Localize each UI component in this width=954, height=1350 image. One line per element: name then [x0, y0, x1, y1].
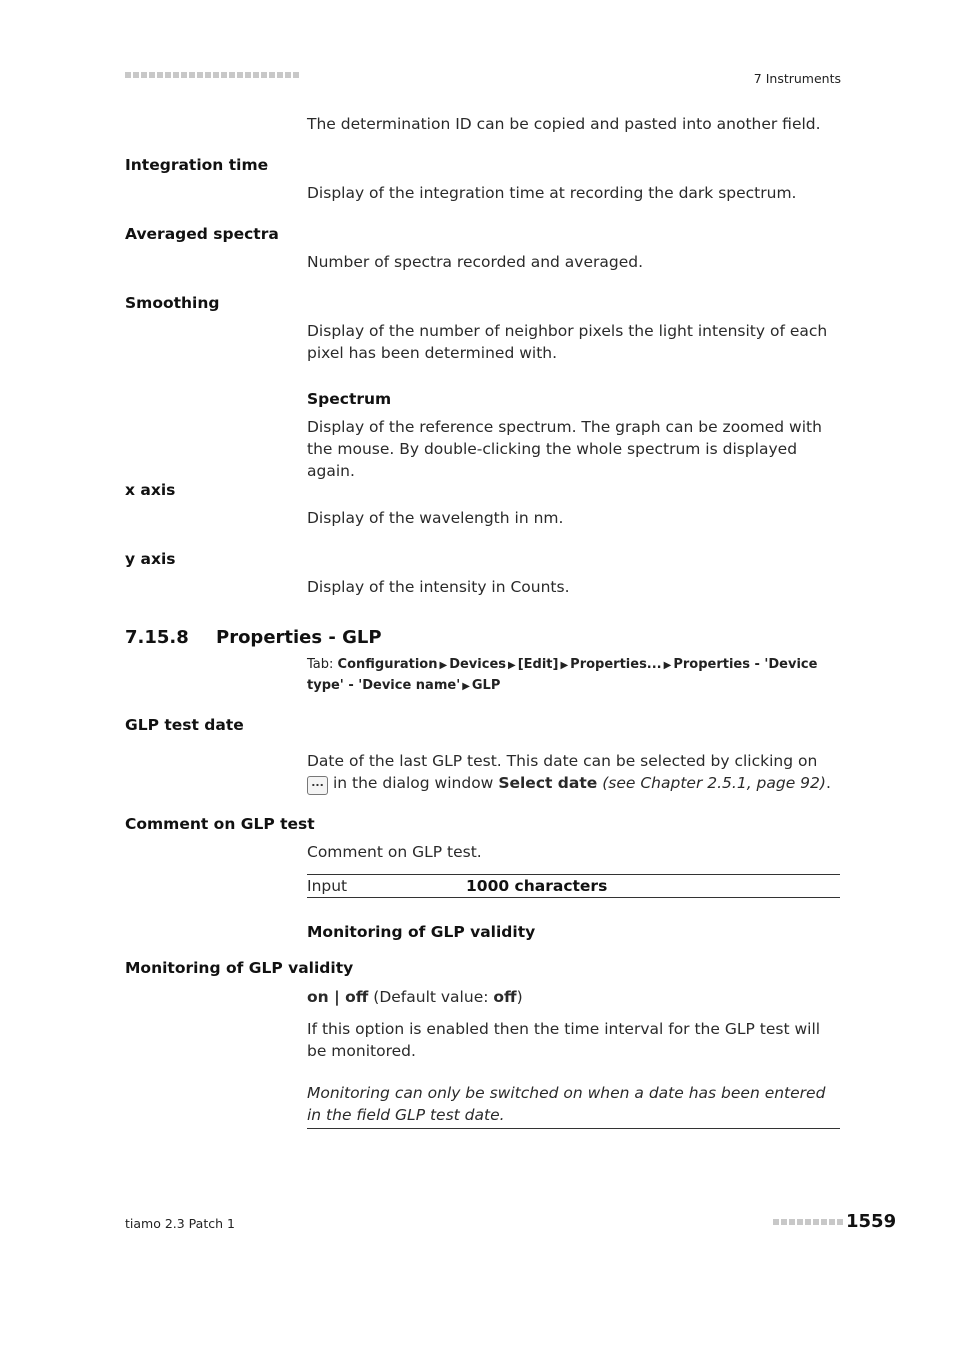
term-glp-test-date: GLP test date [125, 716, 244, 734]
section-number: 7.15.8 [125, 627, 189, 648]
term-x-axis: x axis [125, 481, 176, 499]
section-title: Properties - GLP [216, 627, 382, 648]
header-decoration [125, 72, 299, 82]
triangle-right-icon: ▶ [663, 660, 672, 671]
tab-path-item: Properties... [570, 657, 662, 672]
desc-smoothing: Display of the number of neighbor pixels the light intensity of each pixel has been determined with. [307, 322, 828, 362]
footer-decoration [773, 1219, 843, 1225]
desc-glp-test-date [307, 750, 840, 795]
term-smoothing: Smoothing [125, 294, 220, 312]
term-y-axis: y axis [125, 550, 176, 568]
desc-x-axis: Display of the wavelength in nm. [307, 509, 564, 527]
ellipsis-button-icon: ... [307, 776, 328, 795]
header-chapter: 7 Instruments [753, 71, 841, 86]
default-suffix: ) [516, 988, 523, 1006]
desc-comment-glp: Comment on GLP test. [307, 843, 482, 861]
page-number: 1559 [846, 1211, 897, 1232]
term-averaged-spectra: Averaged spectra [125, 225, 279, 243]
monitoring-note: Monitoring can only be switched on when a date has been entered in the field GLP test date. [307, 1082, 840, 1129]
input-spec-table [307, 874, 840, 898]
options-values: on | off [307, 988, 369, 1006]
table-value: 1000 characters [466, 877, 608, 895]
desc-text: in the dialog window [332, 774, 494, 792]
monitoring-options [307, 986, 840, 1008]
desc-y-axis: Display of the intensity in Counts. [307, 578, 570, 596]
chapter-reference-link[interactable]: (see Chapter 2.5.1, page 92) [602, 774, 826, 792]
desc-text: Date of the last GLP test. This date can be selected by clicking on [307, 752, 818, 770]
tab-label: Tab: [307, 657, 334, 672]
desc-spectrum: Display of the reference spectrum. The graph can be zoomed with the mouse. By double-clicking the whole spectrum is displayed again. [307, 418, 822, 480]
triangle-right-icon: ▶ [560, 660, 569, 671]
triangle-right-icon: ▶ [462, 681, 470, 692]
default-value: off [493, 988, 517, 1006]
desc-text: . [825, 774, 831, 792]
tab-path-item: Configuration [337, 657, 438, 672]
tab-path-item: Properties - 'Device type' - 'Device name' [307, 657, 818, 693]
triangle-right-icon: ▶ [508, 660, 516, 671]
intro-text: The determination ID can be copied and pasted into another field. [307, 115, 821, 133]
dialog-name: Select date [498, 774, 598, 792]
footer-product: tiamo 2.3 Patch 1 [125, 1216, 235, 1231]
term-comment-glp: Comment on GLP test [125, 815, 315, 833]
term-integration-time: Integration time [125, 156, 269, 174]
table-label: Input [307, 877, 348, 895]
subheading-monitoring: Monitoring of GLP validity [307, 923, 536, 941]
term-monitoring: Monitoring of GLP validity [125, 959, 354, 977]
desc-averaged-spectra: Number of spectra recorded and averaged. [307, 253, 644, 271]
default-prefix: (Default value: [373, 988, 494, 1006]
subheading-spectrum: Spectrum [307, 390, 392, 408]
tab-path-item: [Edit] [517, 657, 559, 672]
desc-monitoring: If this option is enabled then the time interval for the GLP test will be monitored. [307, 1020, 821, 1060]
tab-path-item: Devices [449, 657, 507, 672]
tab-path-item: GLP [471, 678, 501, 693]
triangle-right-icon: ▶ [439, 660, 448, 671]
desc-integration-time: Display of the integration time at recording the dark spectrum. [307, 184, 797, 202]
tab-path [307, 655, 847, 697]
